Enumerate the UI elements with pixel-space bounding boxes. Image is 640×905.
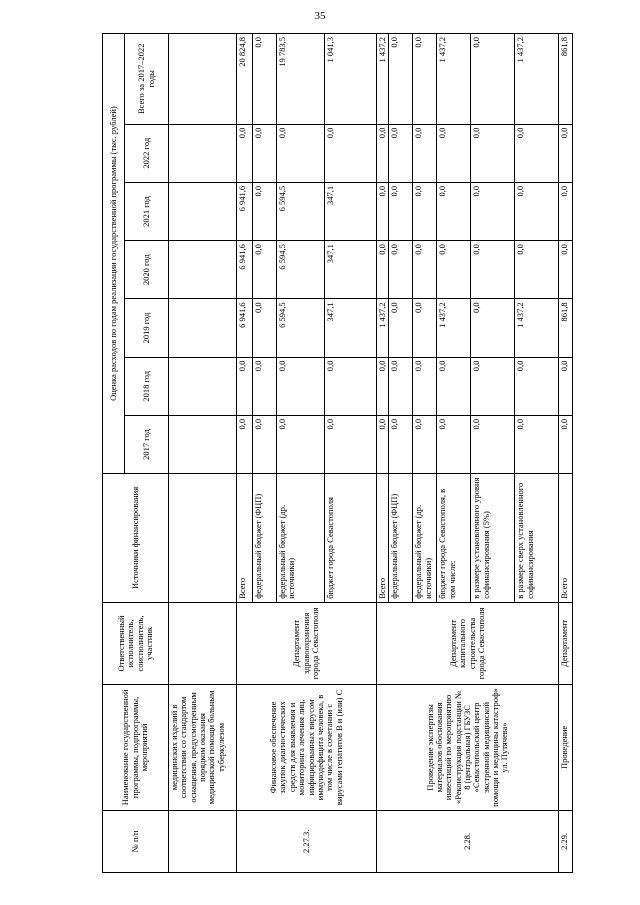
- cell-source: в размере сверх установленного софинансирования: [515, 474, 559, 603]
- cell-value: 0,0: [471, 415, 515, 473]
- cell-value: 0,0: [515, 241, 559, 299]
- cell-value: 0,0: [413, 182, 437, 240]
- cell-value: 0,0: [377, 357, 389, 415]
- cell-empty: [169, 415, 237, 473]
- cell-value: 347,1: [325, 241, 377, 299]
- cell-empty: [169, 357, 237, 415]
- cell-source: федеральный бюджет (др. источники): [277, 474, 325, 603]
- cell-value: 0,0: [237, 124, 253, 182]
- cell-value: 0,0: [413, 241, 437, 299]
- cell-value: 347,1: [325, 182, 377, 240]
- cell-value: 0,0: [413, 299, 437, 357]
- cell-value: 0,0: [389, 299, 413, 357]
- cell-value: 0,0: [389, 182, 413, 240]
- cell-value: 0,0: [437, 124, 471, 182]
- cell-value: 0,0: [471, 34, 515, 125]
- cell-name: Финансовое обеспечение закупок диагностических средств для выявления и мониторинга лечения лиц, инфицированных вирусом иммунодефицита человека, в том числе в сочетании с вирусами гепатитов B и (или) C: [237, 685, 377, 811]
- header-year: 2019 год: [125, 299, 169, 357]
- cell-value: 0,0: [253, 182, 277, 240]
- cell-value: 0,0: [437, 182, 471, 240]
- table-row: [169, 34, 237, 873]
- header-year: 2020 год: [125, 241, 169, 299]
- cell-name-carryover: медицинских изделий в соответствии со стандартом оснащения, предусмотренным порядком оказания медицинской помощи больным туберкулезом: [169, 685, 237, 811]
- cell-source: в размере установленного уровня софинансирования (5%): [471, 474, 515, 603]
- cell-value: 0,0: [237, 357, 253, 415]
- cell-value: 0,0: [325, 124, 377, 182]
- cell-value: 0,0: [437, 357, 471, 415]
- cell-value: 0,0: [559, 415, 573, 473]
- header-total: Всего за 2017–2022 годы: [125, 34, 169, 125]
- cell-responsible: Департамент здравоохранения города Севастополя: [237, 602, 377, 684]
- cell-value: 0,0: [437, 415, 471, 473]
- cell-value: 0,0: [277, 415, 325, 473]
- cell-value: 0,0: [377, 124, 389, 182]
- cell-value: 0,0: [325, 357, 377, 415]
- cell-empty: [169, 474, 237, 603]
- cell-empty: [169, 34, 237, 125]
- cell-value: 19 783,5: [277, 34, 325, 125]
- cell-value: 0,0: [559, 357, 573, 415]
- cell-value: 0,0: [253, 299, 277, 357]
- header-estimate: Оценка расходов по годам реализации государственной программы (тыс. рублей): [103, 34, 125, 474]
- table-row: [559, 34, 573, 873]
- cell-empty: [169, 124, 237, 182]
- rotated-table-wrapper: [102, 33, 602, 873]
- header-source: Источники финансирования: [103, 474, 169, 603]
- cell-value: 6 941,6: [237, 182, 253, 240]
- header-year: 2017 год: [125, 415, 169, 473]
- header-num: № п/п: [103, 810, 169, 872]
- page-number: 35: [314, 10, 326, 22]
- cell-empty: [169, 182, 237, 240]
- cell-value: 0,0: [471, 241, 515, 299]
- cell-source: бюджет города Севастополя: [325, 474, 377, 603]
- cell-value: 1 437,2: [377, 34, 389, 125]
- cell-value: 0,0: [377, 415, 389, 473]
- financing-table: [102, 33, 573, 873]
- cell-value: 6 941,6: [237, 299, 253, 357]
- header-year: 2021 год: [125, 182, 169, 240]
- cell-source: Всего: [559, 474, 573, 603]
- cell-value: 0,0: [515, 124, 559, 182]
- cell-value: 0,0: [253, 241, 277, 299]
- cell-value: 0,0: [325, 415, 377, 473]
- header-name: Наименование государственной программы, подпрограммы, мероприятий: [103, 685, 169, 811]
- cell-value: 0,0: [389, 357, 413, 415]
- cell-source: Всего: [377, 474, 389, 603]
- cell-value: 0,0: [389, 124, 413, 182]
- cell-value: 0,0: [559, 124, 573, 182]
- cell-value: 0,0: [413, 124, 437, 182]
- cell-num: 2.29.: [559, 810, 573, 872]
- cell-value: 0,0: [437, 241, 471, 299]
- cell-value: 0,0: [253, 34, 277, 125]
- cell-value: 6 941,6: [237, 241, 253, 299]
- header-year: 2022 год: [125, 124, 169, 182]
- table-row: [377, 34, 389, 873]
- cell-num: [169, 810, 237, 872]
- cell-empty: [169, 241, 237, 299]
- cell-value: 0,0: [277, 357, 325, 415]
- cell-value: 0,0: [471, 182, 515, 240]
- cell-value: 0,0: [413, 357, 437, 415]
- cell-value: 0,0: [253, 124, 277, 182]
- cell-value: 0,0: [471, 124, 515, 182]
- cell-empty: [169, 602, 237, 684]
- cell-value: 1 437,2: [437, 34, 471, 125]
- cell-name: Проведение экспертизы материалов обоснования инвестиций по мероприятию «Реконструкция подстанции № 8 (центральная) ГБУЗС «Севастопольский центр экстренной медицинской помощи и медицины катастроф» ул. Путячева»: [377, 685, 559, 811]
- cell-num: 2.28.: [377, 810, 559, 872]
- cell-value: 0,0: [515, 415, 559, 473]
- cell-value: 6 594,5: [277, 299, 325, 357]
- cell-value: 1 437,2: [515, 299, 559, 357]
- cell-value: 0,0: [277, 124, 325, 182]
- cell-value: 0,0: [559, 182, 573, 240]
- cell-value: 0,0: [389, 241, 413, 299]
- cell-value: 1 041,3: [325, 34, 377, 125]
- cell-value: 0,0: [471, 357, 515, 415]
- cell-num: 2.27.3.: [237, 810, 377, 872]
- cell-value: 0,0: [515, 357, 559, 415]
- cell-value: 1 437,2: [377, 299, 389, 357]
- cell-value: 0,0: [377, 241, 389, 299]
- cell-source: Всего: [237, 474, 253, 603]
- cell-value: 0,0: [413, 415, 437, 473]
- cell-value: 0,0: [389, 34, 413, 125]
- cell-value: 20 824,8: [237, 34, 253, 125]
- cell-value: 0,0: [515, 182, 559, 240]
- cell-value: 0,0: [253, 357, 277, 415]
- cell-value: 0,0: [471, 299, 515, 357]
- cell-value: 6 594,5: [277, 182, 325, 240]
- header-responsible: Ответственный исполнитель, соисполнитель, участник: [103, 602, 169, 684]
- cell-value: 0,0: [377, 182, 389, 240]
- cell-empty: [169, 299, 237, 357]
- cell-source: бюджет города Севастополя, в том числе:: [437, 474, 471, 603]
- cell-value: 0,0: [237, 415, 253, 473]
- cell-source: федеральный бюджет (др. источники): [413, 474, 437, 603]
- cell-value: 6 594,5: [277, 241, 325, 299]
- cell-source: федеральный бюджет (ФЦП): [253, 474, 277, 603]
- cell-value: 1 437,2: [515, 34, 559, 125]
- cell-value: 0,0: [413, 34, 437, 125]
- cell-value: 0,0: [389, 415, 413, 473]
- cell-value: 1 437,2: [437, 299, 471, 357]
- cell-value: 861,8: [559, 299, 573, 357]
- cell-responsible: Департамент капитального строительства города Севастополя: [377, 602, 559, 684]
- cell-value: 0,0: [559, 241, 573, 299]
- cell-responsible: Департамент: [559, 602, 573, 684]
- cell-source: федеральный бюджет (ФЦП): [389, 474, 413, 603]
- cell-name: Проведение: [559, 685, 573, 811]
- cell-value: 347,1: [325, 299, 377, 357]
- cell-value: 861,8: [559, 34, 573, 125]
- cell-value: 0,0: [253, 415, 277, 473]
- table-row: [237, 34, 253, 873]
- header-year: 2018 год: [125, 357, 169, 415]
